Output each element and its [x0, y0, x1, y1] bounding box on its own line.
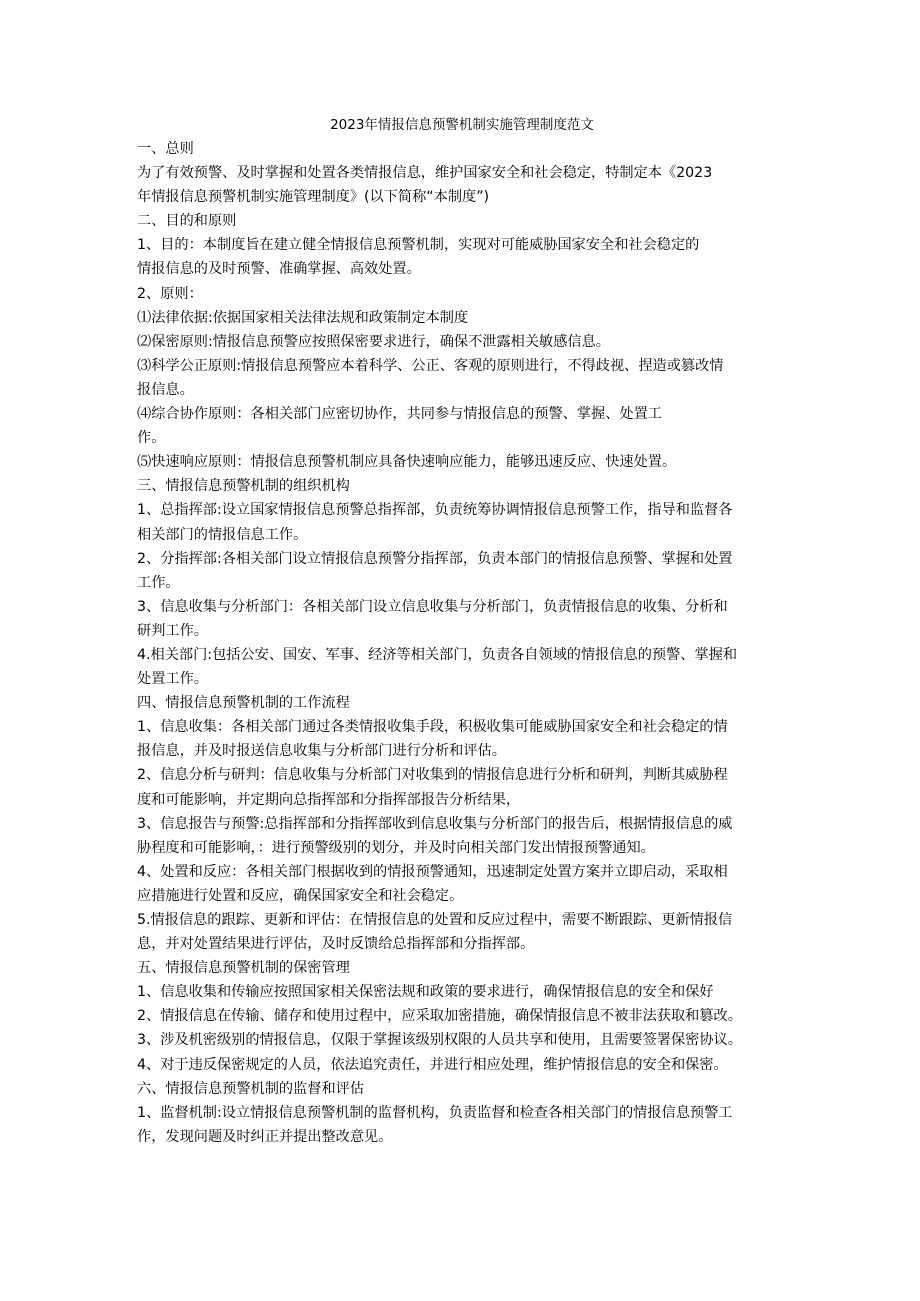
text-line: 4、处置和反应：各相关部门根据收到的情报预警通知，迅速制定处置方案并立即启动，采取相 — [137, 863, 728, 880]
text-line: ⑷综合协作原则：各相关部门应密切协作，共同参与情报信息的预警、掌握、处置工 — [137, 406, 662, 423]
text-line: 胁程度和可能影响，：进行预警级别的划分，并及时向相关部门发出情报预警通知。 — [137, 839, 655, 856]
text-line: 5.情报信息的跟踪、更新和评估：在情报信息的处置和反应过程中，需要不断跟踪、更新情报信 — [137, 912, 733, 928]
text-line: 四、情报信息预警机制的工作流程 — [137, 695, 350, 712]
text-line: 4、对于违反保密规定的人员，依法追究责任，并进行相应处理，维护情报信息的安全和保密。 — [137, 1056, 728, 1073]
text-line: 3、涉及机密级别的情报信息，仅限于掌握该级别权限的人员共享和使用，且需要签署保密协议。 — [137, 1032, 742, 1049]
text-line: 2、原则： — [137, 285, 203, 302]
text-line: 相关部门的情报信息工作。 — [137, 526, 308, 543]
text-line: 3、信息报告与预警:总指挥部和分指挥部收到信息收集与分析部门的报告后，根据情报信息的威 — [137, 815, 733, 832]
text-line: 一、总则 — [137, 141, 194, 157]
text-line: 1、信息收集和传输应按照国家相关保密法规和政策的要求进行，确保情报信息的安全和保好 — [137, 984, 714, 1001]
text-line: 2、情报信息在传输、储存和使用过程中，应采取加密措施，确保情报信息不被非法获取和篡改。 — [137, 1008, 742, 1025]
text-line: 作，发现问题及时纠正并提出整改意见。 — [137, 1128, 393, 1145]
text-line: 2、分指挥部:各相关部门设立情报信息预警分指挥部，负责本部门的情报信息预警、掌握和处置 — [137, 550, 733, 567]
text-line: 2、信息分析与研判：信息收集与分析部门对收集到的情报信息进行分析和研判，判断其威胁程 — [137, 767, 728, 784]
text-line: 报信息。 — [137, 381, 194, 398]
text-line: 1、总指挥部:设立国家情报信息预警总指挥部，负责统筹协调情报信息预警工作，指导和监督各 — [137, 502, 733, 519]
text-line: 研判工作。 — [137, 622, 208, 639]
text-line: 处置工作。 — [137, 671, 208, 688]
text-line: 年情报信息预警机制实施管理制度》(以下简称“本制度”) — [137, 189, 490, 206]
text-line: 为了有效预警、及时掌握和处置各类情报信息，维护国家安全和社会稳定，特制定本《2023 — [137, 165, 713, 182]
text-line: 息，并对处置结果进行评估，及时反馈给总指挥部和分指挥部。 — [137, 936, 535, 953]
text-line: 报信息，并及时报送信息收集与分析部门进行分析和评估。 — [137, 743, 506, 760]
document-page — [137, 113, 787, 1149]
text-line: 五、情报信息预警机制的保密管理 — [137, 960, 350, 977]
text-line: 4.相关部门:包括公安、国安、军事、经济等相关部门，负责各自领域的情报信息的预警、掌握和 — [137, 646, 738, 663]
text-line: 情报信息的及时预警、准确掌握、高效处置。 — [137, 261, 421, 278]
text-line: ⑶科学公正原则:情报信息预警应本着科学、公正、客观的原则进行，不得歧视、捏造或篡改情 — [137, 357, 724, 374]
text-line: 3、信息收集与分析部门：各相关部门设立信息收集与分析部门，负责情报信息的收集、分析和 — [137, 598, 728, 615]
text-line: 1、信息收集：各相关部门通过各类情报收集手段，积极收集可能威胁国家安全和社会稳定的情 — [137, 719, 728, 736]
text-line: 应措施进行处置和反应，确保国家安全和社会稳定。 — [137, 887, 464, 904]
text-line: 度和可能影响，并定期向总指挥部和分指挥部报告分析结果， — [137, 791, 521, 808]
text-line: 三、情报信息预警机制的组织机构 — [137, 478, 350, 495]
text-line: 1、监督机制:设立情报信息预警机制的监督机构，负责监督和检查各相关部门的情报信息预警工 — [137, 1104, 733, 1121]
text-line: 二、目的和原则 — [137, 213, 237, 230]
text-line: ⑸快速响应原则：情报信息预警机制应具备快速响应能力，能够迅速反应、快速处置。 — [137, 454, 677, 471]
document-body — [137, 137, 787, 1149]
text-line: 1、目的：本制度旨在建立健全情报信息预警机制，实现对可能威胁国家安全和社会稳定的 — [137, 237, 700, 254]
text-line: 六、情报信息预警机制的监督和评估 — [137, 1080, 365, 1097]
text-line: ⑵保密原则:情报信息预警应按照保密要求进行，确保不泄露相关敏感信息。 — [137, 333, 610, 350]
text-line: 作。 — [137, 430, 166, 447]
text-line: 工作。 — [137, 574, 180, 591]
text-line: ⑴法律依据:依据国家相关法律法规和政策制定本制度 — [137, 309, 469, 326]
document-title: 2023年情报信息预警机制实施管理制度范文 — [330, 117, 594, 133]
